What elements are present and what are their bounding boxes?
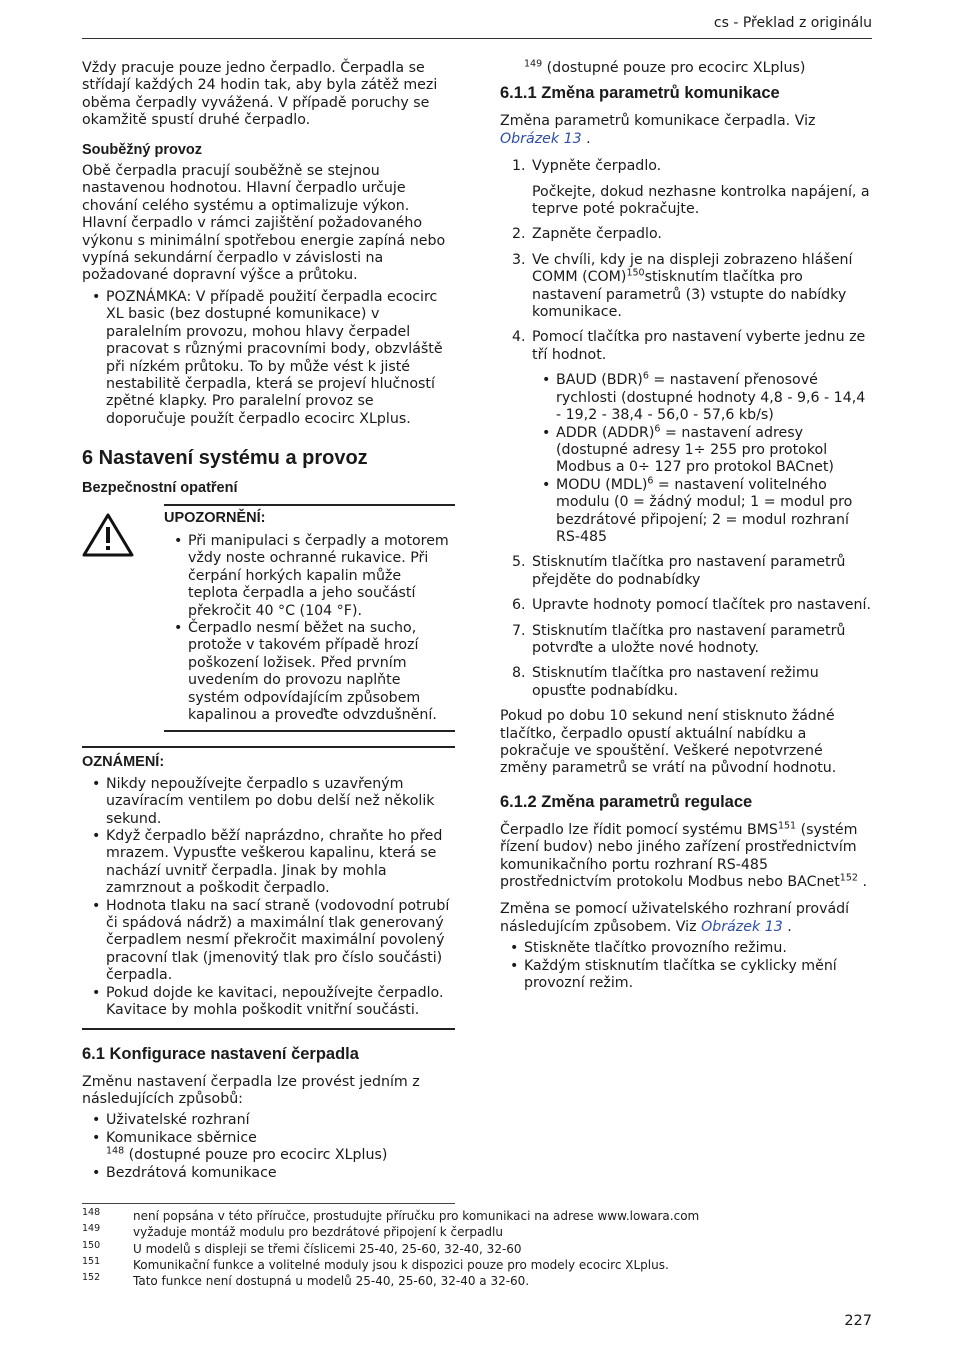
- section-6-1-title: 6.1 Konfigurace nastavení čerpadla: [82, 1044, 359, 1063]
- step-2: [500, 226, 872, 243]
- footnote-text: není popsána v této příručce, prostudujte příručku pro komunikaci na adrese www.lowara.com: [133, 1209, 700, 1223]
- step-5: [500, 554, 872, 589]
- intro-end: .: [581, 130, 591, 147]
- list-item: • Uživatelské rozhraní: [82, 1112, 455, 1129]
- note-text: V případě použití čerpadla ecocirc XL basic (bez dostupné komunikace) v paralelním provozu, mohou hlavy čerpadel pracovat s různými pracovními body, obzvláště při nízkém průtoku. To by může vést k jisté nestabilitě čerpadla, která se projeví hlučností zpětné klapky. Pro paralelní provoz se doporučuje použít čerpadlo ecocirc XLplus.: [106, 288, 443, 427]
- step-4: [500, 329, 872, 546]
- sup-152: 152: [839, 872, 858, 884]
- footnote: [82, 1224, 862, 1240]
- step-number: 7.: [512, 622, 526, 639]
- param-sup: 6: [642, 370, 649, 382]
- param-desc: = nastavení adresy (dostupné adresy 1÷ 255 pro protokol Modbus a 0÷ 127 pro protokol BACnet): [556, 424, 834, 476]
- notice-item: • Nikdy nepoužívejte čerpadlo s uzavřeným uzavíracím ventilem po dobu delší než několik sekund.: [82, 776, 455, 828]
- section-6-1-2-para-1: [500, 822, 872, 892]
- footnote-text: vyžaduje montáž modulu pro bezdrátové připojení k čerpadlu: [133, 1225, 503, 1240]
- param-desc: = nastavení volitelného modulu (0 = žádný modul; 1 = modul pro bezdrátové připojení; 2 = modul rozhraní RS-485: [556, 476, 853, 545]
- config-methods-list: [82, 1112, 455, 1182]
- figure-link[interactable]: Obrázek 13: [500, 130, 582, 147]
- param-name: ADDR (ADDR): [556, 424, 655, 441]
- step-6: [500, 597, 872, 614]
- footnote-ref-149: [500, 60, 872, 77]
- sup-151: 151: [777, 820, 797, 832]
- notice-item: • Když čerpadlo běží naprázdno, chraňte ho před mrazem. Vypusťte veškerou kapalinu, která se nachází uvnitř čerpadla. Jinak by mohla zamrznout a poškodit čerpadlo.: [82, 828, 455, 898]
- page-header: cs - Překlad z originálu: [713, 15, 872, 31]
- param-modu: [532, 474, 872, 547]
- footnote-text: U modelů s displeji se třemi číslicemi 25-40, 25-60, 32-40, 32-60: [133, 1241, 522, 1256]
- footnote-number: 152: [82, 1272, 101, 1284]
- step-text: Stisknutím tlačítka pro nastavení parametrů přejděte do podnabídky: [532, 554, 846, 588]
- footnote: [82, 1257, 862, 1273]
- footnote-ref-text: (dostupné pouze pro ecocirc XLplus): [542, 60, 806, 76]
- sup-148: 148: [106, 1145, 125, 1157]
- warning-box: [82, 504, 455, 733]
- step-7: [500, 623, 872, 658]
- step-text: Pomocí tlačítka pro nastavení vyberte jednu ze tří hodnot.: [532, 329, 866, 363]
- list-item: • Komunikace sběrnice: [82, 1130, 455, 1147]
- parameter-list: [532, 372, 872, 546]
- footnote: [82, 1241, 862, 1257]
- step-8: [500, 665, 872, 700]
- figure-link[interactable]: Obrázek 13: [701, 918, 783, 935]
- footnote-text: Komunikační funkce a volitelné moduly jsou k dispozici pouze pro modely ecocirc XLplus.: [133, 1257, 669, 1272]
- section-6-title: 6 Nastavení systému a provoz: [82, 447, 368, 470]
- step-text-cont: stisknutím tlačítka pro nastavení parametrů (3) vstupte do nabídky komunikace.: [532, 269, 847, 321]
- sup-149: 149: [524, 58, 543, 70]
- step-number: 1.: [512, 158, 526, 175]
- warning-triangle-icon: [82, 512, 134, 558]
- intro-paragraph: Vždy pracuje pouze jedno čerpadlo. Čerpadla se střídají každých 24 hodin tak, aby byla zátěž mezi oběma čerpadly vyvážená. V případě poruchy se okamžitě spustí druhé čerpadlo.: [82, 60, 438, 129]
- left-column: [82, 60, 455, 1190]
- header-rule: [82, 38, 872, 39]
- intro-text: Změna parametrů komunikace čerpadla. Viz: [500, 113, 816, 130]
- parallel-paragraph: Obě čerpadla pracují souběžně se stejnou nastavenou hodnotou. Hlavní čerpadlo určuje chování celého systému a optimalizuje výkon. Hlavní čerpadlo v rámci zajištění požadovaného výkonu s minimální spotřebou energie zapíná nebo vypíná sekundární čerpadlo v závislosti na požadované dopravní výšce a průtoku.: [82, 163, 446, 284]
- step-number: 4.: [512, 329, 526, 346]
- step-text: Upravte hodnoty pomocí tlačítek pro nastavení.: [532, 597, 871, 614]
- step-text: Vypněte čerpadlo.: [532, 158, 662, 175]
- notice-box: [82, 746, 455, 1029]
- para-text: Čerpadlo lze řídit pomocí systému BMS: [500, 821, 778, 838]
- sup-150: 150: [626, 267, 645, 279]
- footnote-ref-148: [82, 1147, 455, 1164]
- safety-heading: Bezpečnostní opatření: [82, 480, 238, 497]
- step-3: [500, 252, 872, 322]
- notice-title: OZNÁMENÍ:: [82, 754, 165, 771]
- notice-item: • Hodnota tlaku na sací straně (vodovodní potrubí či spádová nádrž) a maximální tlak generovaný čerpadlem nesmí překročit maximální povolený pracovní tlak (jmenovitý tlak pro číslo součásti) čerpadla.: [82, 898, 455, 985]
- footnote-separator: [82, 1203, 455, 1204]
- notice-list: [82, 776, 455, 1020]
- step-number: 5.: [512, 554, 526, 571]
- param-baud: [532, 372, 872, 424]
- step-number: 2.: [512, 226, 526, 243]
- footnote-number: 148: [82, 1207, 101, 1218]
- warning-list: [164, 533, 455, 724]
- mode-list: [500, 940, 872, 992]
- note-label: POZNÁMKA:: [106, 288, 192, 305]
- note-list: [82, 289, 455, 428]
- footnote: [82, 1208, 862, 1224]
- step-1: [500, 158, 872, 218]
- para-text: (systém řízení budov) nebo jiného zařízení prostřednictvím komunikačního portu rozhraní RS-485 prostřednictvím protokolu Modbus nebo BACnet: [500, 821, 858, 891]
- step-text: Stisknutím tlačítka pro nastavení parametrů potvrďte a uložte nové hodnoty.: [532, 622, 846, 656]
- step-text: Ve chvíli, kdy je na displeji zobrazeno hlášení COMM (COM): [532, 251, 853, 286]
- warning-item: • Čerpadlo nesmí běžet na sucho, protože v takovém případě hrozí poškození ložisek. Před prvním uvedením do provozu naplňte systém odpovídajícím způsobem kapalinou a proveďte odvzdušnění.: [164, 620, 455, 724]
- footnote-number: 150: [82, 1239, 101, 1251]
- param-name: MODU (MDL): [556, 476, 648, 493]
- warning-title: UPOZORNĚNÍ:: [164, 509, 266, 526]
- section-6-1-1-title: 6.1.1 Změna parametrů komunikace: [500, 84, 780, 103]
- para-end: .: [782, 918, 792, 935]
- step-text: Zapněte čerpadlo.: [532, 226, 662, 243]
- footnote-number: 151: [82, 1255, 101, 1267]
- page-number: 227: [844, 1313, 872, 1329]
- step-1-sub: Počkejte, dokud nezhasne kontrolka napájení, a teprve poté pokračujte.: [532, 183, 870, 218]
- right-column: [500, 60, 872, 1000]
- warning-item: • Při manipulaci s čerpadly a motorem vždy noste ochranné rukavice. Při čerpání horkých kapalin může teplota čerpadla a jeho součástí překročit 40 °C (104 °F).: [164, 533, 455, 620]
- section-6-1-intro: Změnu nastavení čerpadla lze provést jedním z následujících způsobů:: [82, 1073, 420, 1107]
- list-item: • Každým stisknutím tlačítka se cyklicky mění provozní režim.: [500, 958, 872, 993]
- footnote-ref-text: (dostupné pouze pro ecocirc XLplus): [124, 1147, 388, 1164]
- footnote: [82, 1273, 862, 1289]
- param-desc: = nastavení přenosové rychlosti (dostupné hodnoty 4,8 - 9,6 - 14,4 - 19,2 - 38,4 - 56,0 - 57,6 kb/s): [556, 372, 866, 424]
- param-name: BAUD (BDR): [556, 372, 643, 389]
- step-number: 3.: [512, 251, 526, 268]
- section-6-1-2-para-2: [500, 901, 872, 936]
- list-item: • Stiskněte tlačítko provozního režimu.: [500, 940, 872, 957]
- param-sup: 6: [654, 422, 661, 434]
- step-text: Stisknutím tlačítka pro nastavení režimu opusťte podnabídku.: [532, 665, 819, 699]
- footnote-text: Tato funkce není dostupná u modelů 25-40, 25-60, 32-40 a 32-60.: [133, 1274, 530, 1289]
- section-6-1-1-intro: [500, 113, 872, 148]
- notice-item: • Pokud dojde ke kavitaci, nepoužívejte čerpadlo. Kavitace by mohla poškodit vnitřní součásti.: [82, 985, 455, 1020]
- footnotes: [82, 1208, 862, 1289]
- para-end: .: [857, 874, 867, 891]
- step-number: 8.: [512, 665, 526, 682]
- step-number: 6.: [512, 597, 526, 614]
- para-text: Změna se pomocí uživatelského rozhraní provádí následujícím způsobem. Viz: [500, 901, 850, 935]
- param-sup: 6: [647, 474, 654, 486]
- section-6-1-2-title: 6.1.2 Změna parametrů regulace: [500, 792, 753, 811]
- warning-content: [164, 504, 455, 733]
- steps-list: [500, 158, 872, 700]
- note-item: [82, 289, 455, 428]
- parallel-heading: Souběžný provoz: [82, 141, 203, 158]
- footnote-number: 149: [82, 1223, 101, 1235]
- param-addr: [532, 422, 872, 477]
- timeout-paragraph: Pokud po dobu 10 sekund není stisknuto žádné tlačítko, čerpadlo opustí aktuální nabídku a pokračuje ve spouštění. Veškeré nepotvrzené změny parametrů se vrátí na původní hodnotu.: [500, 708, 837, 777]
- list-item: • Bezdrátová komunikace: [82, 1165, 455, 1182]
